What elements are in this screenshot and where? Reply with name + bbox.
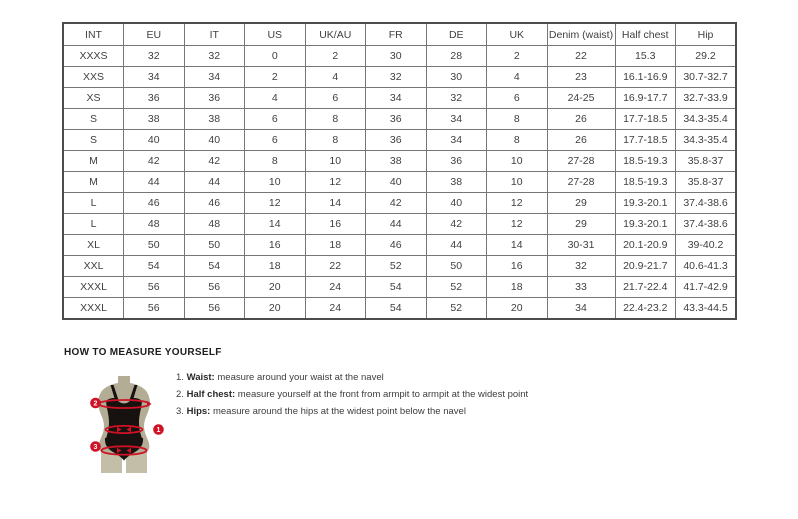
- column-header: Half chest: [615, 23, 676, 46]
- table-cell: 2: [245, 67, 306, 88]
- table-cell: 52: [426, 298, 487, 320]
- table-cell: 56: [124, 277, 185, 298]
- table-cell: 56: [184, 277, 245, 298]
- column-header: Hip: [676, 23, 737, 46]
- table-cell: 29.2: [676, 46, 737, 67]
- table-cell: 16: [305, 214, 366, 235]
- column-header: INT: [63, 23, 124, 46]
- table-cell: 14: [487, 235, 548, 256]
- table-cell: 16: [487, 256, 548, 277]
- table-cell: XXS: [63, 67, 124, 88]
- table-cell: 12: [487, 214, 548, 235]
- table-cell: 34: [124, 67, 185, 88]
- table-cell: 34: [366, 88, 427, 109]
- table-cell: 18.5-19.3: [615, 172, 676, 193]
- table-cell: 46: [184, 193, 245, 214]
- table-cell: 20: [487, 298, 548, 320]
- table-cell: 8: [487, 130, 548, 151]
- table-cell: 16: [245, 235, 306, 256]
- table-cell: 44: [184, 172, 245, 193]
- table-cell: 30: [426, 67, 487, 88]
- table-cell: 50: [124, 235, 185, 256]
- table-cell: 40: [124, 130, 185, 151]
- step-text: measure around your waist at the navel: [217, 372, 384, 383]
- table-cell: 52: [366, 256, 427, 277]
- table-cell: 6: [305, 88, 366, 109]
- table-cell: 36: [366, 130, 427, 151]
- table-cell: 10: [487, 151, 548, 172]
- table-cell: 36: [426, 151, 487, 172]
- table-cell: 34: [184, 67, 245, 88]
- table-cell: 40: [366, 172, 427, 193]
- table-cell: 56: [124, 298, 185, 320]
- table-cell: 14: [245, 214, 306, 235]
- table-cell: 18: [305, 235, 366, 256]
- table-cell: 27-28: [547, 151, 615, 172]
- table-cell: 22: [547, 46, 615, 67]
- table-cell: 54: [366, 277, 427, 298]
- table-cell: 18: [487, 277, 548, 298]
- table-cell: 12: [487, 193, 548, 214]
- table-cell: 20: [245, 277, 306, 298]
- table-cell: 40.6-41.3: [676, 256, 737, 277]
- table-cell: 4: [487, 67, 548, 88]
- table-row: [63, 214, 736, 235]
- table-cell: 20.1-20.9: [615, 235, 676, 256]
- table-cell: 50: [184, 235, 245, 256]
- table-cell: 30.7-32.7: [676, 67, 737, 88]
- table-cell: 20.9-21.7: [615, 256, 676, 277]
- table-cell: 35.8-37: [676, 172, 737, 193]
- table-cell: 16.9-17.7: [615, 88, 676, 109]
- step-number: 2.: [176, 389, 184, 400]
- table-cell: 56: [184, 298, 245, 320]
- table-cell: 10: [487, 172, 548, 193]
- table-cell: 36: [366, 109, 427, 130]
- badge-half-chest-number: 2: [93, 400, 98, 408]
- table-cell: 24-25: [547, 88, 615, 109]
- column-header: FR: [366, 23, 427, 46]
- table-cell: 12: [245, 193, 306, 214]
- column-header: EU: [124, 23, 185, 46]
- table-cell: 44: [366, 214, 427, 235]
- table-cell: 15.3: [615, 46, 676, 67]
- table-cell: 32: [184, 46, 245, 67]
- table-cell: 16.1-16.9: [615, 67, 676, 88]
- step-term: Waist:: [186, 372, 215, 383]
- table-row: [63, 67, 736, 88]
- table-cell: XXXL: [63, 277, 124, 298]
- step-term: Hips:: [186, 406, 211, 417]
- table-cell: 17.7-18.5: [615, 130, 676, 151]
- table-cell: 42: [426, 214, 487, 235]
- table-cell: 33: [547, 277, 615, 298]
- badge-hips-number: 3: [93, 444, 98, 452]
- table-cell: 10: [245, 172, 306, 193]
- table-cell: 48: [124, 214, 185, 235]
- table-cell: 40: [426, 193, 487, 214]
- table-cell: 8: [245, 151, 306, 172]
- table-cell: 26: [547, 109, 615, 130]
- table-row: [63, 277, 736, 298]
- table-cell: 4: [305, 67, 366, 88]
- table-cell: 10: [305, 151, 366, 172]
- table-cell: 22.4-23.2: [615, 298, 676, 320]
- measure-step-hips: [176, 403, 528, 420]
- measure-step-waist: [176, 369, 528, 386]
- step-term: Half chest:: [186, 389, 236, 400]
- table-cell: XXXL: [63, 298, 124, 320]
- table-cell: 29: [547, 214, 615, 235]
- mannequin-illustration: [84, 374, 170, 474]
- table-cell: 38: [124, 109, 185, 130]
- table-cell: 6: [245, 109, 306, 130]
- table-cell: 34: [547, 298, 615, 320]
- table-cell: 48: [184, 214, 245, 235]
- step-number: 3.: [176, 406, 184, 417]
- column-header: UK: [487, 23, 548, 46]
- badge-waist-number: 1: [156, 427, 161, 435]
- table-cell: 39-40.2: [676, 235, 737, 256]
- table-row: [63, 130, 736, 151]
- table-cell: 19.3-20.1: [615, 214, 676, 235]
- table-row: [63, 298, 736, 320]
- table-cell: 42: [366, 193, 427, 214]
- table-cell: 18.5-19.3: [615, 151, 676, 172]
- table-cell: 6: [487, 88, 548, 109]
- table-cell: 40: [184, 130, 245, 151]
- table-cell: 36: [124, 88, 185, 109]
- table-cell: 50: [426, 256, 487, 277]
- table-cell: 36: [184, 88, 245, 109]
- step-text: measure around the hips at the widest point below the navel: [212, 406, 466, 417]
- table-cell: XS: [63, 88, 124, 109]
- table-cell: 32: [124, 46, 185, 67]
- table-cell: 43.3-44.5: [676, 298, 737, 320]
- table-cell: 41.7-42.9: [676, 277, 737, 298]
- table-row: [63, 256, 736, 277]
- table-cell: 24: [305, 277, 366, 298]
- measure-section-title: HOW TO MEASURE YOURSELF: [64, 347, 222, 358]
- table-row: [63, 46, 736, 67]
- table-cell: 54: [124, 256, 185, 277]
- table-cell: 42: [124, 151, 185, 172]
- table-cell: 38: [366, 151, 427, 172]
- table-header-row: [63, 23, 736, 46]
- table-cell: 34: [426, 109, 487, 130]
- measure-step-half-chest: [176, 386, 528, 403]
- table-cell: S: [63, 109, 124, 130]
- table-cell: 24: [305, 298, 366, 320]
- step-text: measure yourself at the front from armpit to armpit at the widest point: [237, 389, 529, 400]
- table-cell: 42: [184, 151, 245, 172]
- table-cell: 54: [366, 298, 427, 320]
- table-cell: 32: [426, 88, 487, 109]
- table-cell: 34.3-35.4: [676, 109, 737, 130]
- table-row: [63, 151, 736, 172]
- step-number: 1.: [176, 372, 184, 383]
- table-cell: 52: [426, 277, 487, 298]
- table-cell: 32: [547, 256, 615, 277]
- table-cell: 35.8-37: [676, 151, 737, 172]
- table-cell: 17.7-18.5: [615, 109, 676, 130]
- measure-instructions: [176, 369, 528, 420]
- table-cell: 19.3-20.1: [615, 193, 676, 214]
- table-cell: 22: [305, 256, 366, 277]
- table-cell: 23: [547, 67, 615, 88]
- table-cell: 12: [305, 172, 366, 193]
- table-cell: 30-31: [547, 235, 615, 256]
- table-cell: M: [63, 151, 124, 172]
- table-row: [63, 235, 736, 256]
- table-cell: 14: [305, 193, 366, 214]
- table-cell: XL: [63, 235, 124, 256]
- table-cell: L: [63, 214, 124, 235]
- table-cell: 38: [184, 109, 245, 130]
- table-cell: M: [63, 172, 124, 193]
- table-cell: 8: [487, 109, 548, 130]
- column-header: IT: [184, 23, 245, 46]
- table-cell: 27-28: [547, 172, 615, 193]
- table-cell: 18: [245, 256, 306, 277]
- column-header: US: [245, 23, 306, 46]
- column-header: Denim (waist): [547, 23, 615, 46]
- table-row: [63, 172, 736, 193]
- table-row: [63, 109, 736, 130]
- table-row: [63, 193, 736, 214]
- table-cell: 44: [124, 172, 185, 193]
- table-cell: 8: [305, 109, 366, 130]
- table-cell: 34: [426, 130, 487, 151]
- column-header: DE: [426, 23, 487, 46]
- table-cell: 28: [426, 46, 487, 67]
- table-cell: 38: [426, 172, 487, 193]
- table-row: [63, 88, 736, 109]
- table-cell: 37.4-38.6: [676, 214, 737, 235]
- table-cell: 34.3-35.4: [676, 130, 737, 151]
- table-cell: 29: [547, 193, 615, 214]
- table-cell: 21.7-22.4: [615, 277, 676, 298]
- table-cell: 32.7-33.9: [676, 88, 737, 109]
- table-cell: 20: [245, 298, 306, 320]
- table-cell: 37.4-38.6: [676, 193, 737, 214]
- table-cell: 2: [487, 46, 548, 67]
- table-cell: 0: [245, 46, 306, 67]
- table-cell: 2: [305, 46, 366, 67]
- table-cell: S: [63, 130, 124, 151]
- table-cell: L: [63, 193, 124, 214]
- table-cell: 32: [366, 67, 427, 88]
- table-cell: 44: [426, 235, 487, 256]
- table-cell: 30: [366, 46, 427, 67]
- column-header: UK/AU: [305, 23, 366, 46]
- table-cell: 26: [547, 130, 615, 151]
- size-chart-table: [62, 22, 737, 320]
- table-cell: 54: [184, 256, 245, 277]
- table-cell: 8: [305, 130, 366, 151]
- table-cell: XXL: [63, 256, 124, 277]
- table-cell: 6: [245, 130, 306, 151]
- table-cell: 46: [366, 235, 427, 256]
- table-cell: XXXS: [63, 46, 124, 67]
- table-cell: 46: [124, 193, 185, 214]
- table-cell: 4: [245, 88, 306, 109]
